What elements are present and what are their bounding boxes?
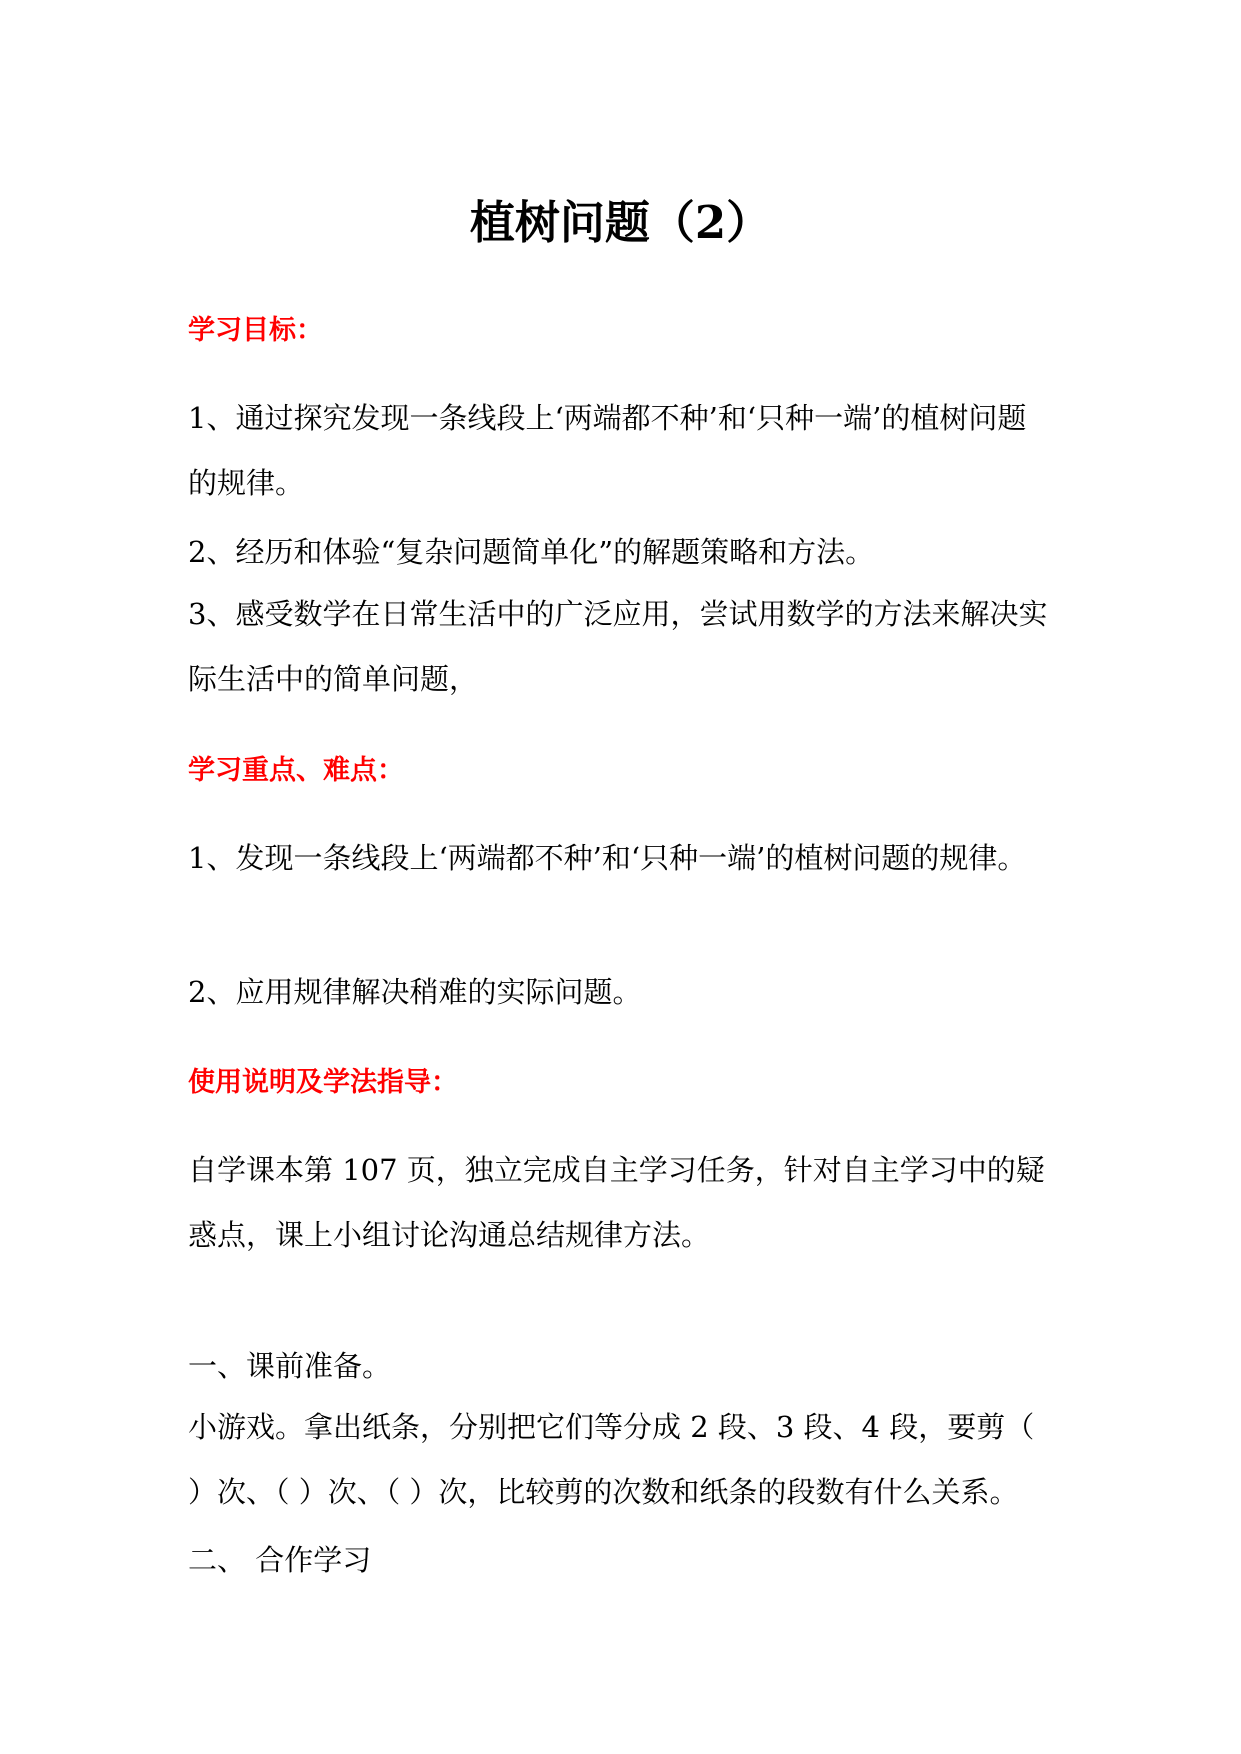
page-title: 植树问题（2）: [469, 196, 772, 249]
goal-item-1: 1、通过探究发现一条线段上‘两端都不种’和‘只种一端’的植树问题的规律。: [188, 401, 1027, 500]
goal-item-2: 2、经历和体验“复杂问题简单化”的解题策略和方法。: [188, 535, 875, 569]
instructions-heading: 使用说明及学法指导：: [188, 1067, 458, 1098]
part-two-heading: 二、 合作学习: [188, 1543, 372, 1577]
key-point-item-2: 2、应用规律解决稍难的实际问题。: [188, 975, 642, 1009]
part-one-heading: 一、课前准备。: [188, 1349, 392, 1383]
instructions-text: 自学课本第 107 页，独立完成自主学习任务，针对自主学习中的疑惑点，课上小组讨论沟通总结规律方法。: [188, 1153, 1045, 1252]
key-points-heading: 学习重点、难点：: [188, 755, 404, 786]
goals-heading: 学习目标：: [188, 315, 323, 346]
goal-item-3: 3、感受数学在日常生活中的广泛应用，尝试用数学的方法来解决实际生活中的简单问题，: [188, 597, 1048, 696]
key-point-item-1: 1、发现一条线段上‘两端都不种’和‘只种一端’的植树问题的规律。: [188, 841, 1027, 875]
part-one-text: 小游戏。拿出纸条，分别把它们等分成 2 段、3 段、4 段，要剪（ ）次、（ ）次、（ ）次，比较剪的次数和纸条的段数有什么关系。: [188, 1410, 1035, 1509]
